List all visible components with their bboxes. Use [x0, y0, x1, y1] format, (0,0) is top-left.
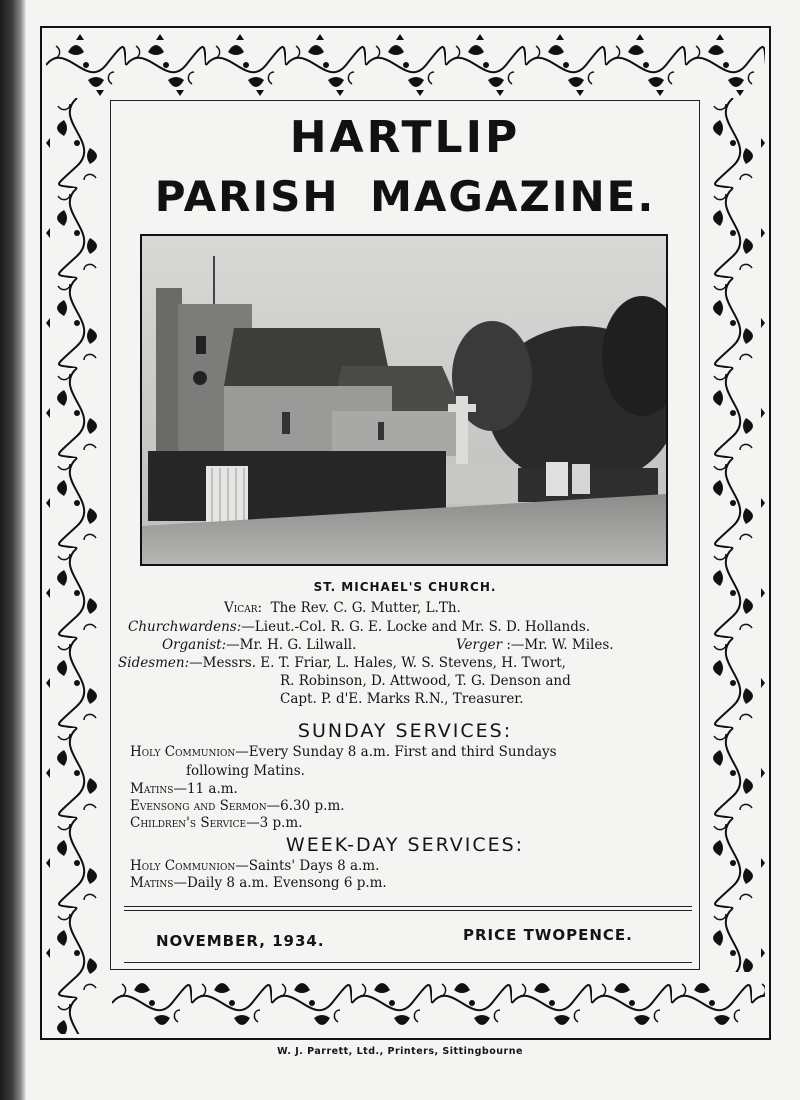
- magazine-title-line-2: PARISH MAGAZINE.: [154, 172, 656, 221]
- sidesmen-line-3: Capt. P. d'E. Marks R.N., Treasurer.: [280, 691, 524, 707]
- sunday-matins: [130, 781, 238, 797]
- footer-rule-top-2: [124, 910, 692, 911]
- sidesmen-line-2: R. Robinson, D. Attwood, T. G. Denson and: [280, 673, 571, 689]
- weekday-hc-text: —Saints' Days 8 a.m.: [235, 858, 380, 874]
- organist-label: Organist:: [162, 637, 227, 653]
- churchwardens-label: Churchwardens:: [128, 619, 242, 635]
- magazine-title-line-1: HARTLIP: [289, 112, 521, 163]
- weekday-matins-text: —Daily 8 a.m. Evensong 6 p.m.: [173, 875, 387, 891]
- sunday-hc-label: Holy Communion: [130, 744, 236, 760]
- church-photograph: [140, 234, 668, 566]
- verger-label: Verger: [456, 637, 503, 653]
- churchwardens-line: [128, 619, 590, 635]
- issue-date: NOVEMBER, 1934.: [156, 932, 325, 950]
- footer-rule-top: [124, 906, 692, 907]
- sidesmen-label: Sidesmen:: [118, 655, 190, 671]
- sidesmen-line-1: [118, 655, 566, 671]
- sunday-hc-text: —Every Sunday 8 a.m. First and third Sundays: [235, 744, 557, 760]
- book-spine-shadow: [0, 0, 26, 1100]
- ornament-border-left: [46, 98, 108, 1034]
- sunday-childrens-service: [130, 815, 303, 831]
- weekday-matins-label: Matins: [130, 875, 174, 891]
- churchwardens-names: —Lieut.-Col. R. G. E. Locke and Mr. S. D. Hollands.: [241, 619, 591, 635]
- sunday-evensong: [130, 798, 345, 814]
- ornament-border-right: [702, 98, 765, 972]
- sunday-evensong-label: Evensong and Sermon: [130, 798, 267, 814]
- sunday-children-label: Children's Service: [130, 815, 247, 831]
- photo-caption: ST. MICHAEL'S CHURCH.: [313, 580, 497, 594]
- footer-rule-bottom: [124, 962, 692, 963]
- weekday-hc-label: Holy Communion: [130, 858, 236, 874]
- vicar-line: [224, 600, 461, 616]
- sunday-services-heading: SUNDAY SERVICES:: [297, 720, 513, 742]
- verger-name: :—Mr. W. Miles.: [506, 637, 614, 653]
- vicar-label: Vicar:: [224, 600, 263, 616]
- sunday-children-time: —3 p.m.: [246, 815, 303, 831]
- ornament-border-top: [46, 32, 765, 98]
- sunday-hc-continuation: following Matins.: [186, 763, 305, 779]
- weekday-services-heading: WEEK-DAY SERVICES:: [285, 834, 525, 856]
- weekday-matins: [130, 875, 387, 891]
- ornament-border-bottom: [112, 972, 765, 1034]
- organist-line: [162, 637, 356, 653]
- sunday-matins-label: Matins: [130, 781, 174, 797]
- organist-name: —Mr. H. G. Lilwall.: [226, 637, 357, 653]
- weekday-holy-communion: [130, 858, 379, 874]
- vicar-name: The Rev. C. G. Mutter, L.Th.: [270, 600, 461, 616]
- sunday-holy-communion: [130, 744, 557, 760]
- sunday-matins-time: —11 a.m.: [173, 781, 238, 797]
- printer-imprint: W. J. Parrett, Ltd., Printers, Sittingbourne: [277, 1046, 523, 1057]
- sidesmen-names-1: —Messrs. E. T. Friar, L. Hales, W. S. Stevens, H. Twort,: [189, 655, 566, 671]
- verger-line: [456, 637, 614, 653]
- sunday-evensong-time: —6.30 p.m.: [266, 798, 345, 814]
- issue-price: PRICE TWOPENCE.: [463, 926, 633, 944]
